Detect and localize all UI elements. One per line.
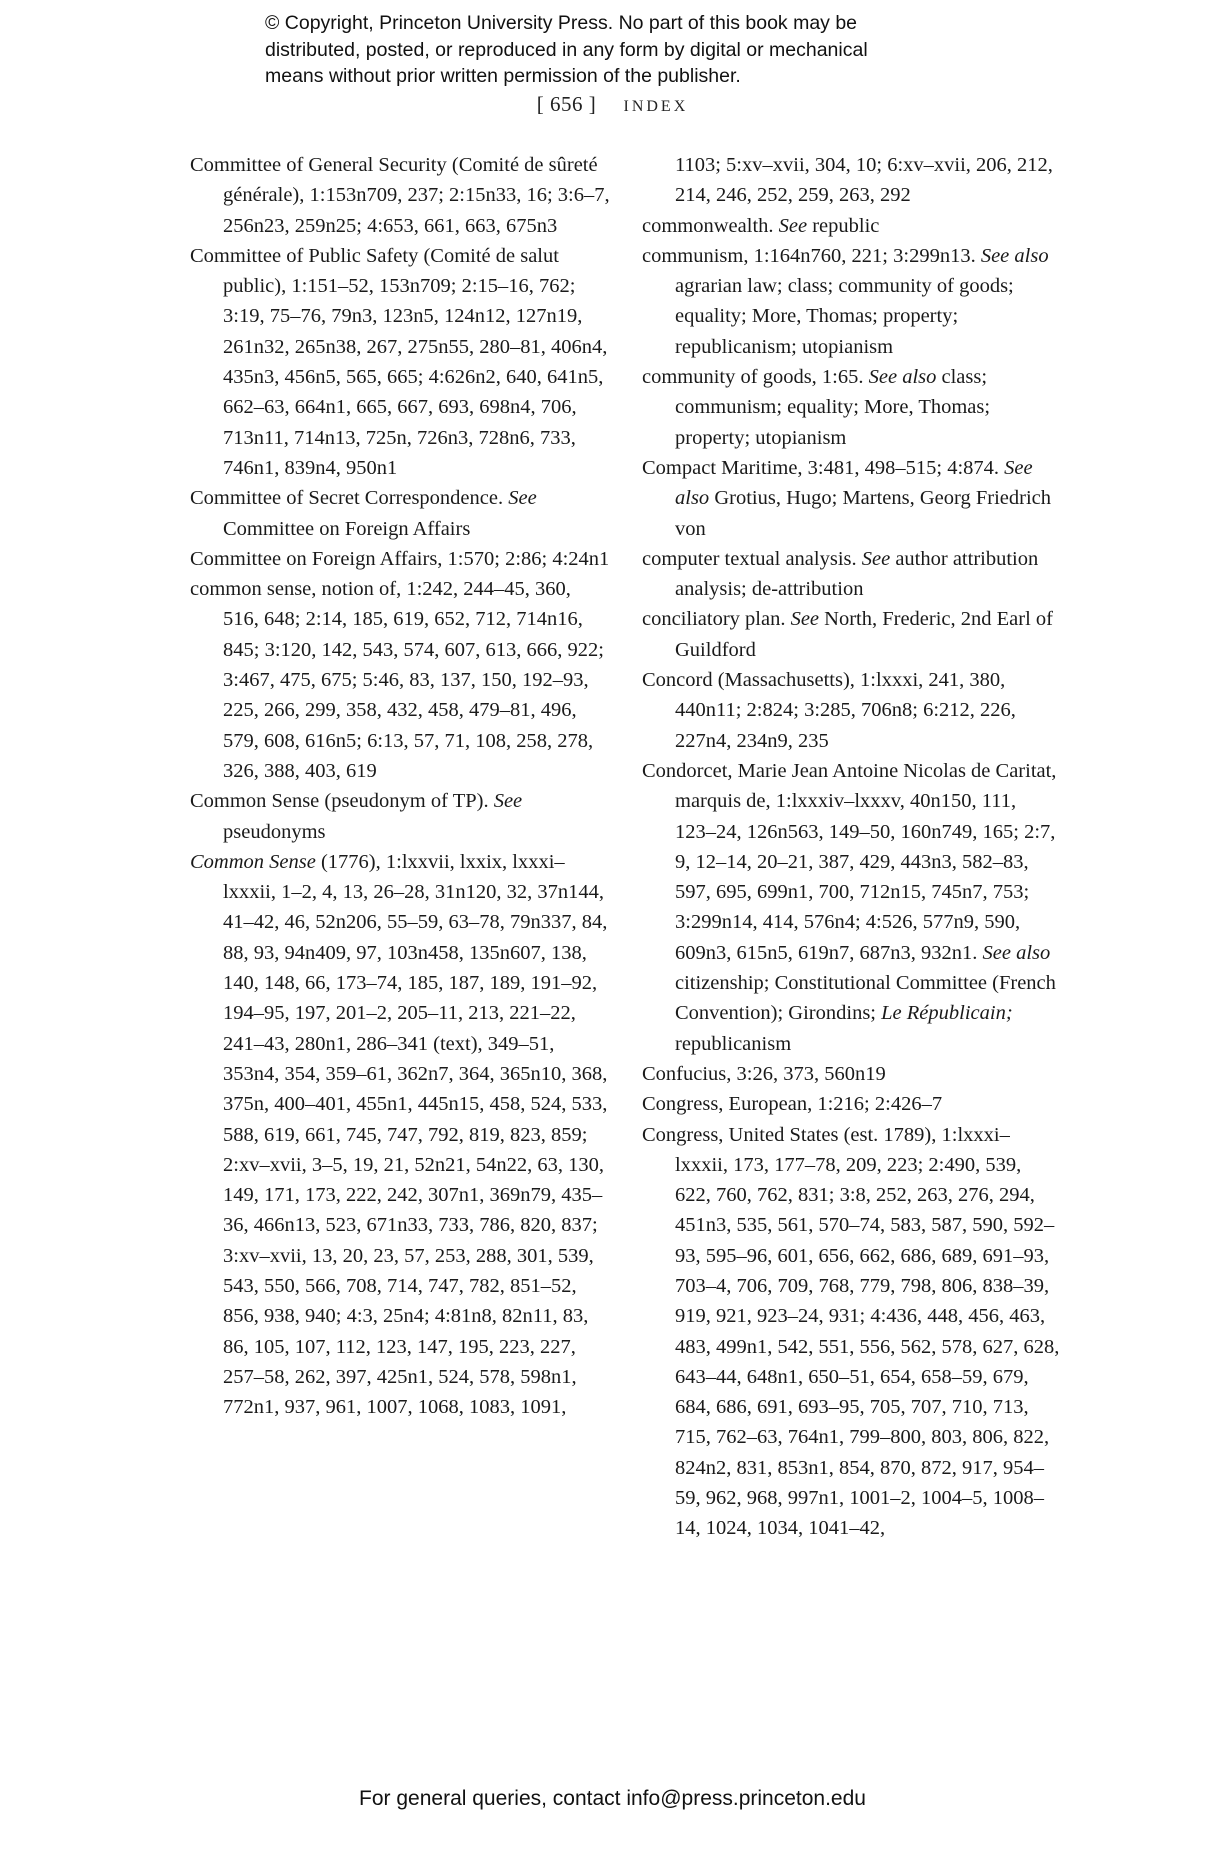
index-entry xyxy=(642,665,1062,756)
index-entry-text: pseudonyms xyxy=(223,820,326,843)
index-entry-italic: See also xyxy=(980,244,1049,267)
index-entry xyxy=(642,453,1062,544)
index-entry-italic: Common Sense xyxy=(190,850,316,873)
index-entry-text: republicanism xyxy=(675,1032,792,1055)
index-entry-text: agrarian law; class; community of goods; equality; More, Thomas; property; republicanism; utopianism xyxy=(675,275,1014,358)
index-entry-text: author attribution analysis; de-attribution xyxy=(675,547,1039,601)
index-entry-text: computer textual analysis. xyxy=(642,547,862,570)
index-entry-continuation: 1103; 5:xv–xvii, 304, 10; 6:xv–xvii, 206, 212, 214, 246, 252, 259, 263, 292 xyxy=(675,154,1053,207)
index-column-left xyxy=(190,150,610,1422)
index-entry-italic: See xyxy=(861,547,891,570)
index-entry-text: Congress, European, 1:216; 2:426–7 xyxy=(642,1093,943,1116)
index-entry xyxy=(642,211,1062,241)
index-entry-text: Committee of Public Safety (Comité de salut public), 1:151–52, 153n709; 2:15–16, 762; 3:19, 75–76, 79n3, 123n5, 124n12, 127n19, 261n32, 265n38, 267, 275n55, 280–81, 406n4, 435n3, 456n5, 565, 665; 4:626n2, 640, 641n5, 662–63, 664n1, 665, 667, 693, 698n4, 706, 713n11, 714n13, 725n, 726n3, 728n6, 733, 746n1, 839n4, 950n1 xyxy=(190,244,608,479)
index-entry xyxy=(642,1059,1062,1089)
index-entry-text: Confucius, 3:26, 373, 560n19 xyxy=(642,1062,886,1085)
index-entry xyxy=(642,756,1062,1059)
index-entry-text: Grotius, Hugo; Martens, Georg Friedrich von xyxy=(675,487,1051,540)
index-entry-text: republic xyxy=(807,214,880,237)
index-entry-italic: See xyxy=(508,487,537,510)
index-entry xyxy=(190,574,610,786)
index-entry-text: Compact Maritime, 3:481, 498–515; 4:874. xyxy=(642,456,1005,479)
index-entry-text: commonwealth. xyxy=(642,214,779,237)
copyright-line: © Copyright, Princeton University Press. No part of this book may be xyxy=(265,12,858,34)
index-entry-text: Congress, United States (est. 1789), 1:lxxxi–lxxxii, 173, 177–78, 209, 223; 2:490, 539, 622, 760, 762, 831; 3:8, 252, 263, 276, 294, 451n3, 535, 561, 570–74, 583, 587, 590, 592–93, 595–96, 601, 656, 662, 686, 689, 691–93, 703–4, 706, 709, 768, 779, 798, 806, 838–39, 919, 921, 923–24, 931; 4:436, 448, 456, 463, 483, 499n1, 542, 551, 556, 562, 578, 627, 628, 643–44, 648n1, 650–51, 654, 658–59, 679, 684, 686, 691, 693–95, 705, 707, 710, 713, 715, 762–63, 764n1, 799–800, 803, 806, 822, 824n2, 831, 853n1, 854, 870, 872, 917, 954–59, 962, 968, 997n1, 1001–2, 1004–5, 1008–14, 1024, 1034, 1041–42, xyxy=(642,1123,1060,1540)
index-entry xyxy=(642,604,1062,665)
index-column-right xyxy=(642,150,1062,1544)
index-entry xyxy=(642,241,1062,362)
copyright-line: means without prior written permission of the publisher. xyxy=(265,65,741,87)
index-entry xyxy=(642,1089,1062,1119)
index-entry-text: community of goods, 1:65. xyxy=(642,366,869,389)
index-entry xyxy=(642,544,1062,605)
copyright-line: distributed, posted, or reproduced in any form by digital or mechanical xyxy=(265,38,868,61)
index-entry-text: class; communism; equality; More, Thomas; property; utopianism xyxy=(675,366,991,449)
index-entry-text: Committee on Foreign Affairs xyxy=(223,517,471,540)
index-entry-italic: See also xyxy=(868,366,937,389)
index-entry-text: common sense, notion of, 1:242, 244–45, 360, 516, 648; 2:14, 185, 619, 652, 712, 714n16, 845; 3:120, 142, 543, 574, 607, 613, 666, 922; 3:467, 475, 675; 5:46, 83, 137, 150, 192–93, 225, 266, 299, 358, 432, 458, 479–81, 496, 579, 608, 616n5; 6:13, 57, 71, 108, 258, 278, 326, 388, 403, 619 xyxy=(190,578,604,782)
index-entry xyxy=(642,362,1062,453)
copyright-notice xyxy=(265,10,1045,90)
index-entry-text: citizenship; Constitutional Committee (French Convention); Girondins; xyxy=(675,972,1056,1025)
index-entry-italic: Le Républicain; xyxy=(881,1002,1013,1025)
index-entry-italic: See xyxy=(778,214,808,237)
index-entry-text: (1776), 1:lxxvii, lxxix, lxxxi–lxxxii, 1–2, 4, 13, 26–28, 31n120, 32, 37n144, 41–42, 46, 52n206, 55–59, 63–78, 79n337, 84, 88, 93, 94n409, 97, 103n458, 135n607, 138, 140, 148, 66, 173–74, 185, 187, 189, 191–92, 194–95, 197, 201–2, 205–11, 213, 221–22, 241–43, 280n1, 286–341 (text), 349–51, 353n4, 354, 359–61, 362n7, 364, 365n10, 368, 375n, 400–401, 455n1, 445n15, 458, 524, 533, 588, 619, 661, 745, 747, 792, 819, 823, 859; 2:xv–xvii, 3–5, 19, 21, 52n21, 54n22, 63, 130, 149, 171, 173, 222, 242, 307n1, 369n79, 435–36, 466n13, 523, 671n33, 733, 786, 820, 837; 3:xv–xvii, 13, 20, 23, 57, 253, 288, 301, 539, 543, 550, 566, 708, 714, 747, 782, 851–52, 856, 938, 940; 4:3, 25n4; 4:81n8, 82n11, 83, 86, 105, 107, 112, 123, 147, 195, 223, 227, 257–58, 262, 397, 425n1, 524, 578, 598n1, 772n1, 937, 961, 1007, 1068, 1083, 1091, xyxy=(223,850,608,1419)
index-entry xyxy=(642,1120,1062,1544)
footer-contact: For general queries, contact info@press.princeton.edu xyxy=(359,1787,866,1810)
index-entry xyxy=(190,150,610,241)
index-entry xyxy=(190,786,610,847)
index-entry-italic: See xyxy=(493,790,523,813)
index-entry xyxy=(190,544,610,574)
index-entry-text: North, Frederic, 2nd Earl of Guildford xyxy=(675,608,1053,661)
index-entry-text: Committee of General Security (Comité de sûreté générale), 1:153n709, 237; 2:15n33, 16; 3:6–7, 256n23, 259n25; 4:653, 661, 663, 675n3 xyxy=(190,154,610,237)
page-number: [ 656 ] xyxy=(536,92,597,116)
index-entry-italic: See also xyxy=(982,941,1051,964)
index-entry-text: Common Sense (pseudonym of TP). xyxy=(190,790,494,813)
index-entry xyxy=(190,483,610,544)
index-entry-text: communism, 1:164n760, 221; 3:299n13. xyxy=(642,244,981,267)
section-title: INDEX xyxy=(623,98,689,115)
index-entry-italic: See also xyxy=(675,456,1033,510)
index-entry xyxy=(190,241,610,483)
index-entry-text: Concord (Massachusetts), 1:lxxxi, 241, 380, 440n11; 2:824; 3:285, 706n8; 6:212, 226, 227n4, 234n9, 235 xyxy=(642,669,1016,752)
index-entry-text: Condorcet, Marie Jean Antoine Nicolas de Caritat, marquis de, 1:lxxxiv–lxxxv, 40n150, 111, 123–24, 126n563, 149–50, 160n749, 165; 2:7, 9, 12–14, 20–21, 387, 429, 443n3, 582–83, 597, 695, 699n1, 700, 712n15, 745n7, 753; 3:299n14, 414, 576n4; 4:526, 577n9, 590, 609n3, 615n5, 619n7, 687n3, 932n1. xyxy=(642,759,1057,964)
index-entry xyxy=(190,847,610,1423)
index-entry-text: Committee on Foreign Affairs, 1:570; 2:86; 4:24n1 xyxy=(190,547,610,570)
running-head xyxy=(0,92,1225,117)
index-entry-text: Committee of Secret Correspondence. xyxy=(190,487,509,510)
index-entry-text: conciliatory plan. xyxy=(642,608,791,631)
index-entry-italic: See xyxy=(790,608,820,631)
